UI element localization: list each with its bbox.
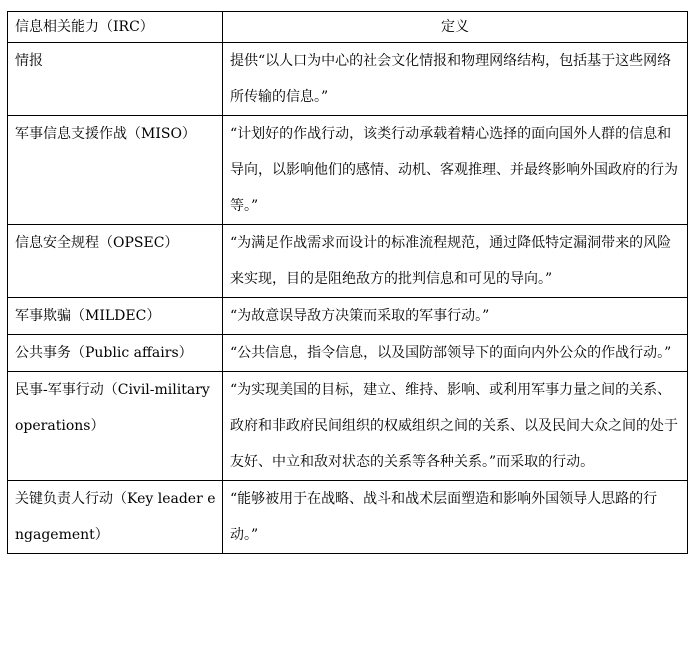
table-header-row [8, 12, 688, 43]
definition-cell: “公共信息，指令信息，以及国防部领导下的面向内外公众的作战行动。” [223, 335, 688, 372]
table-row [8, 225, 688, 298]
irc-definition-table [7, 11, 688, 554]
definition-cell: “计划好的作战行动，该类行动承载着精心选择的面向国外人群的信息和导向，以影响他们的感情、动机、客观推理、并最终影响外国政府的行为等。” [223, 116, 688, 225]
capability-cell: 关键负责人行动（Key leader engagement） [8, 481, 223, 554]
capability-cell: 公共事务（Public affairs） [8, 335, 223, 372]
capability-cell: 信息安全规程（OPSEC） [8, 225, 223, 298]
capability-cell: 军事信息支援作战（MISO） [8, 116, 223, 225]
table-row [8, 43, 688, 116]
table-row [8, 335, 688, 372]
definition-column-header: 定义 [223, 12, 688, 43]
table-row [8, 116, 688, 225]
capability-column-header: 信息相关能力（IRC） [8, 12, 223, 43]
definition-cell: “为满足作战需求而设计的标准流程规范，通过降低特定漏洞带来的风险来实现，目的是阻绝敌方的批判信息和可见的导向。” [223, 225, 688, 298]
table-row [8, 372, 688, 481]
capability-cell: 情报 [8, 43, 223, 116]
definition-cell: 提供“以人口为中心的社会文化情报和物理网络结构，包括基于这些网络所传输的信息。” [223, 43, 688, 116]
definition-cell: “为实现美国的目标，建立、维持、影响、或利用军事力量之间的关系、政府和非政府民间组织的权威组织之间的关系、以及民间大众之间的处于友好、中立和敌对状态的关系等各种关系。”而采取的行动。 [223, 372, 688, 481]
capability-cell: 军事欺骗（MILDEC） [8, 298, 223, 335]
table-row [8, 298, 688, 335]
definition-cell: “能够被用于在战略、战斗和战术层面塑造和影响外国领导人思路的行动。” [223, 481, 688, 554]
definition-cell: “为故意误导敌方决策而采取的军事行动。” [223, 298, 688, 335]
table-row [8, 481, 688, 554]
capability-cell: 民事-军事行动（Civil-military operations） [8, 372, 223, 481]
